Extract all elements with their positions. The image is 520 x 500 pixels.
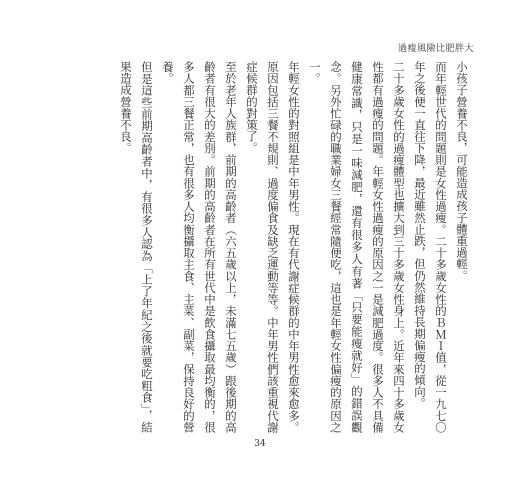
running-head: 過瘦風險比肥胖大: [397, 44, 474, 54]
paragraph: 但是這些前期高齡者中，有很多人認為「上了年紀之後就要吃粗食」，結果造成營養不良。: [119, 61, 154, 433]
paragraph: 至於老年人族群，前期的高齡者（六五歲以上，未滿七五歲）跟後期的高齡者有很大的差別。前期的高齡者在所有世代中是飲食攝取最均衡的，很多人都三餐正常，也有很多人均衡攝取主食、主菜、副菜，保持良好的營養。: [161, 61, 238, 433]
body-text: [42, 61, 472, 433]
paragraph: 年輕女性的對照組是中年男性。現在有代謝症候群的中年男性愈來愈多。原因包括三餐不規則、過度偏食及缺乏運動等等。中年男性們該重視代謝症候群的對策了。: [245, 61, 301, 433]
page-number: 34: [254, 439, 266, 449]
paragraph: 二十多歲女性的過瘦體型也擴大到三十多歲女性身上。近年來四十多歲女性都有過瘦的問題。年輕女性過瘦的原因之一是減肥過度。很多人不具備健康常識，只是一味減肥，還有很多人有著「只要能瘦就好」的錯誤觀念。另外忙碌的職業婦女三餐經常隨便吃，這也是年輕女性偏瘦的原因之一。: [308, 61, 406, 433]
paragraph: 小孩子營養不良，可能造成孩子體重過輕。: [455, 61, 469, 282]
paragraph: 而年輕世代的問題則是女性過瘦。二十多歲女性的ＢＭＩ值，從一九七〇年之後便一直往下降，最近雖然止跌，但仍然維持長期偏瘦的傾向。: [413, 61, 448, 433]
